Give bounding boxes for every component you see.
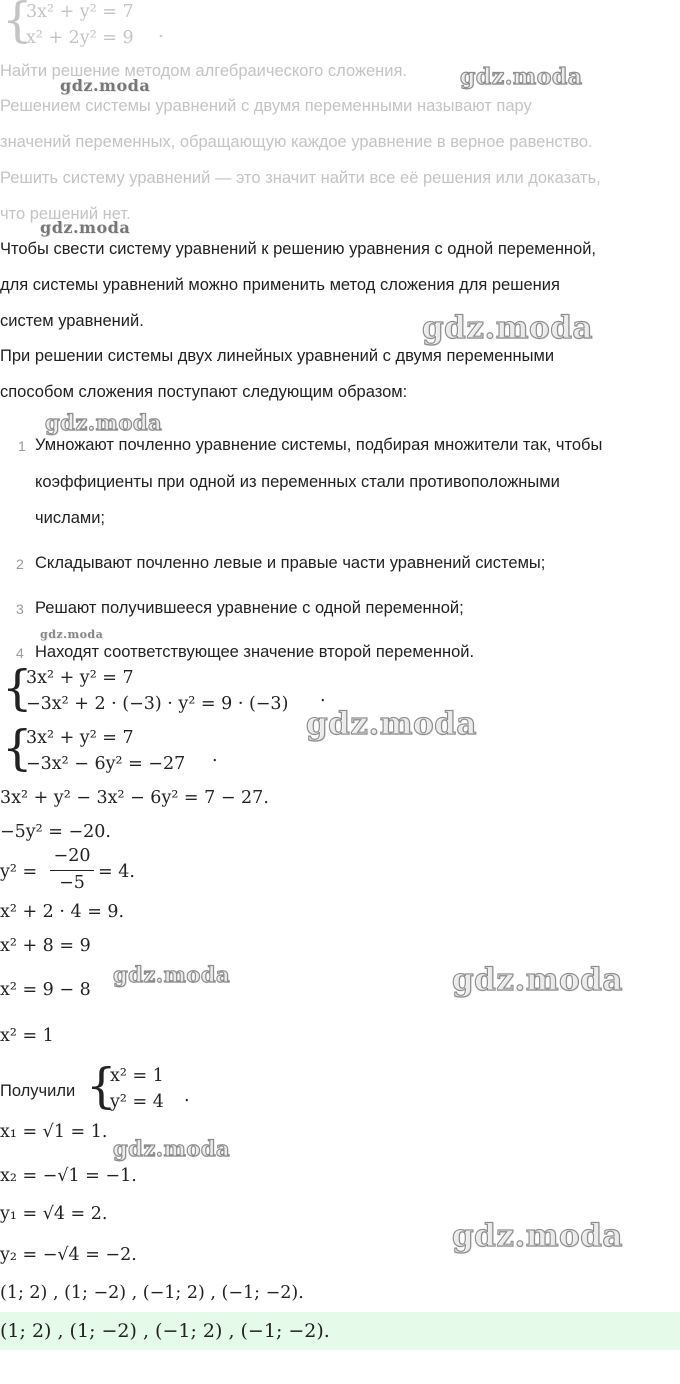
root-x2: x₂ = −√1 = −1. bbox=[0, 1166, 137, 1186]
watermark: gdz.moda bbox=[452, 1218, 623, 1254]
got-equation-1: x² = 1 bbox=[110, 1066, 164, 1086]
sum-equation: 3x² + y² − 3x² − 6y² = 7 − 27. bbox=[0, 788, 269, 808]
equation-x-1: x² = 1 bbox=[0, 1026, 54, 1046]
watermark: gdz.moda bbox=[40, 218, 131, 237]
fraction-bar bbox=[50, 870, 94, 871]
theory-line: значений переменных, обращающую каждое уравнение в верное равенство. bbox=[0, 133, 593, 151]
watermark: gdz.moda bbox=[113, 1136, 231, 1161]
solution-system-1 bbox=[0, 660, 340, 720]
got-label: Получили bbox=[0, 1082, 76, 1100]
watermark: gdz.moda bbox=[422, 310, 593, 346]
task-system bbox=[0, 0, 200, 50]
step-line: Решают получившееся уравнение с одной переменной; bbox=[35, 599, 464, 617]
root-y1: y₁ = √4 = 2. bbox=[0, 1204, 108, 1224]
answer-box bbox=[0, 1312, 680, 1350]
theory-line: что решений нет. bbox=[0, 205, 131, 223]
task-equation-2: x² + 2y² = 9 bbox=[26, 28, 134, 48]
answer-text: (1; 2) , (1; −2) , (−1; 2) , (−1; −2). bbox=[0, 1320, 330, 1342]
step-line: коэффициенты при одной из переменных стали противоположными bbox=[35, 473, 560, 491]
method-intro-line: При решении системы двух линейных уравнений с двумя переменными bbox=[0, 347, 555, 365]
y2-lhs: y² = bbox=[0, 862, 38, 882]
watermark: gdz.moda bbox=[45, 410, 163, 435]
fraction-denominator: −5 bbox=[59, 873, 85, 893]
step-line: Складывают почленно левые и правые части уравнений системы; bbox=[35, 554, 546, 572]
step-line: числами; bbox=[35, 509, 106, 527]
step-line: Находят соответствующее значение второй переменной. bbox=[35, 643, 475, 661]
system1-equation-2: −3x² + 2 · (−3) · y² = 9 · (−3) bbox=[26, 694, 289, 714]
y2-rhs: = 4. bbox=[98, 862, 135, 882]
method-intro-line: способом сложения поступают следующим образом: bbox=[0, 383, 408, 401]
got-equation-2: y² = 4 bbox=[110, 1092, 164, 1112]
root-y2: y₂ = −√4 = −2. bbox=[0, 1245, 137, 1265]
watermark: gdz.moda bbox=[113, 962, 231, 987]
system-brace: { bbox=[2, 0, 33, 48]
theory-line: Решением системы уравнений с двумя переменными называют пару bbox=[0, 97, 532, 115]
method-intro-line: Чтобы свести систему уравнений к решению уравнения с одной переменной, bbox=[0, 240, 597, 258]
task-instruction: Найти решение методом алгебраического сложения. bbox=[0, 62, 408, 80]
step-number: 4 bbox=[16, 645, 24, 661]
fraction-numerator: −20 bbox=[53, 846, 91, 866]
system1-equation-1: 3x² + y² = 7 bbox=[26, 668, 134, 688]
step-number: 1 bbox=[18, 438, 26, 454]
system2-equation-1: 3x² + y² = 7 bbox=[26, 728, 134, 748]
root-x1: x₁ = √1 = 1. bbox=[0, 1122, 108, 1142]
solution-pairs: (1; 2) , (1; −2) , (−1; 2) , (−1; −2). bbox=[0, 1283, 304, 1303]
equation-x-9-minus-8: x² = 9 − 8 bbox=[0, 980, 91, 1000]
step-number: 2 bbox=[16, 556, 24, 572]
equation-minus5y: −5y² = −20. bbox=[0, 822, 111, 842]
task-system-punct: . bbox=[158, 22, 164, 42]
solution-system-2 bbox=[0, 720, 240, 780]
system1-punct: . bbox=[320, 686, 326, 706]
step-line: Умножают почленно уравнение системы, подбирая множители так, чтобы bbox=[35, 436, 603, 454]
got-system-punct: . bbox=[184, 1086, 190, 1106]
task-equation-1: 3x² + y² = 7 bbox=[26, 2, 134, 22]
got-system bbox=[84, 1058, 194, 1118]
theory-line: Решить систему уравнений — это значит найти все её решения или доказать, bbox=[0, 169, 601, 187]
system2-punct: . bbox=[212, 746, 218, 766]
method-intro-line: для системы уравнений можно применить метод сложения для решения bbox=[0, 276, 560, 294]
system-brace: { bbox=[86, 1058, 117, 1114]
step-number: 3 bbox=[16, 601, 24, 617]
system-brace: { bbox=[2, 720, 33, 776]
watermark: gdz.moda bbox=[40, 628, 104, 641]
y2-fraction bbox=[48, 846, 96, 896]
watermark: gdz.moda bbox=[452, 962, 623, 998]
system-brace: { bbox=[2, 660, 33, 716]
equation-x-plus-8: x² + 8 = 9 bbox=[0, 936, 91, 956]
substitution-equation: x² + 2 · 4 = 9. bbox=[0, 902, 125, 922]
method-intro-line: систем уравнений. bbox=[0, 312, 144, 330]
watermark: gdz.moda bbox=[60, 76, 151, 95]
watermark: gdz.moda bbox=[306, 706, 477, 742]
watermark: gdz.moda bbox=[460, 64, 583, 90]
system2-equation-2: −3x² − 6y² = −27 bbox=[26, 754, 186, 774]
